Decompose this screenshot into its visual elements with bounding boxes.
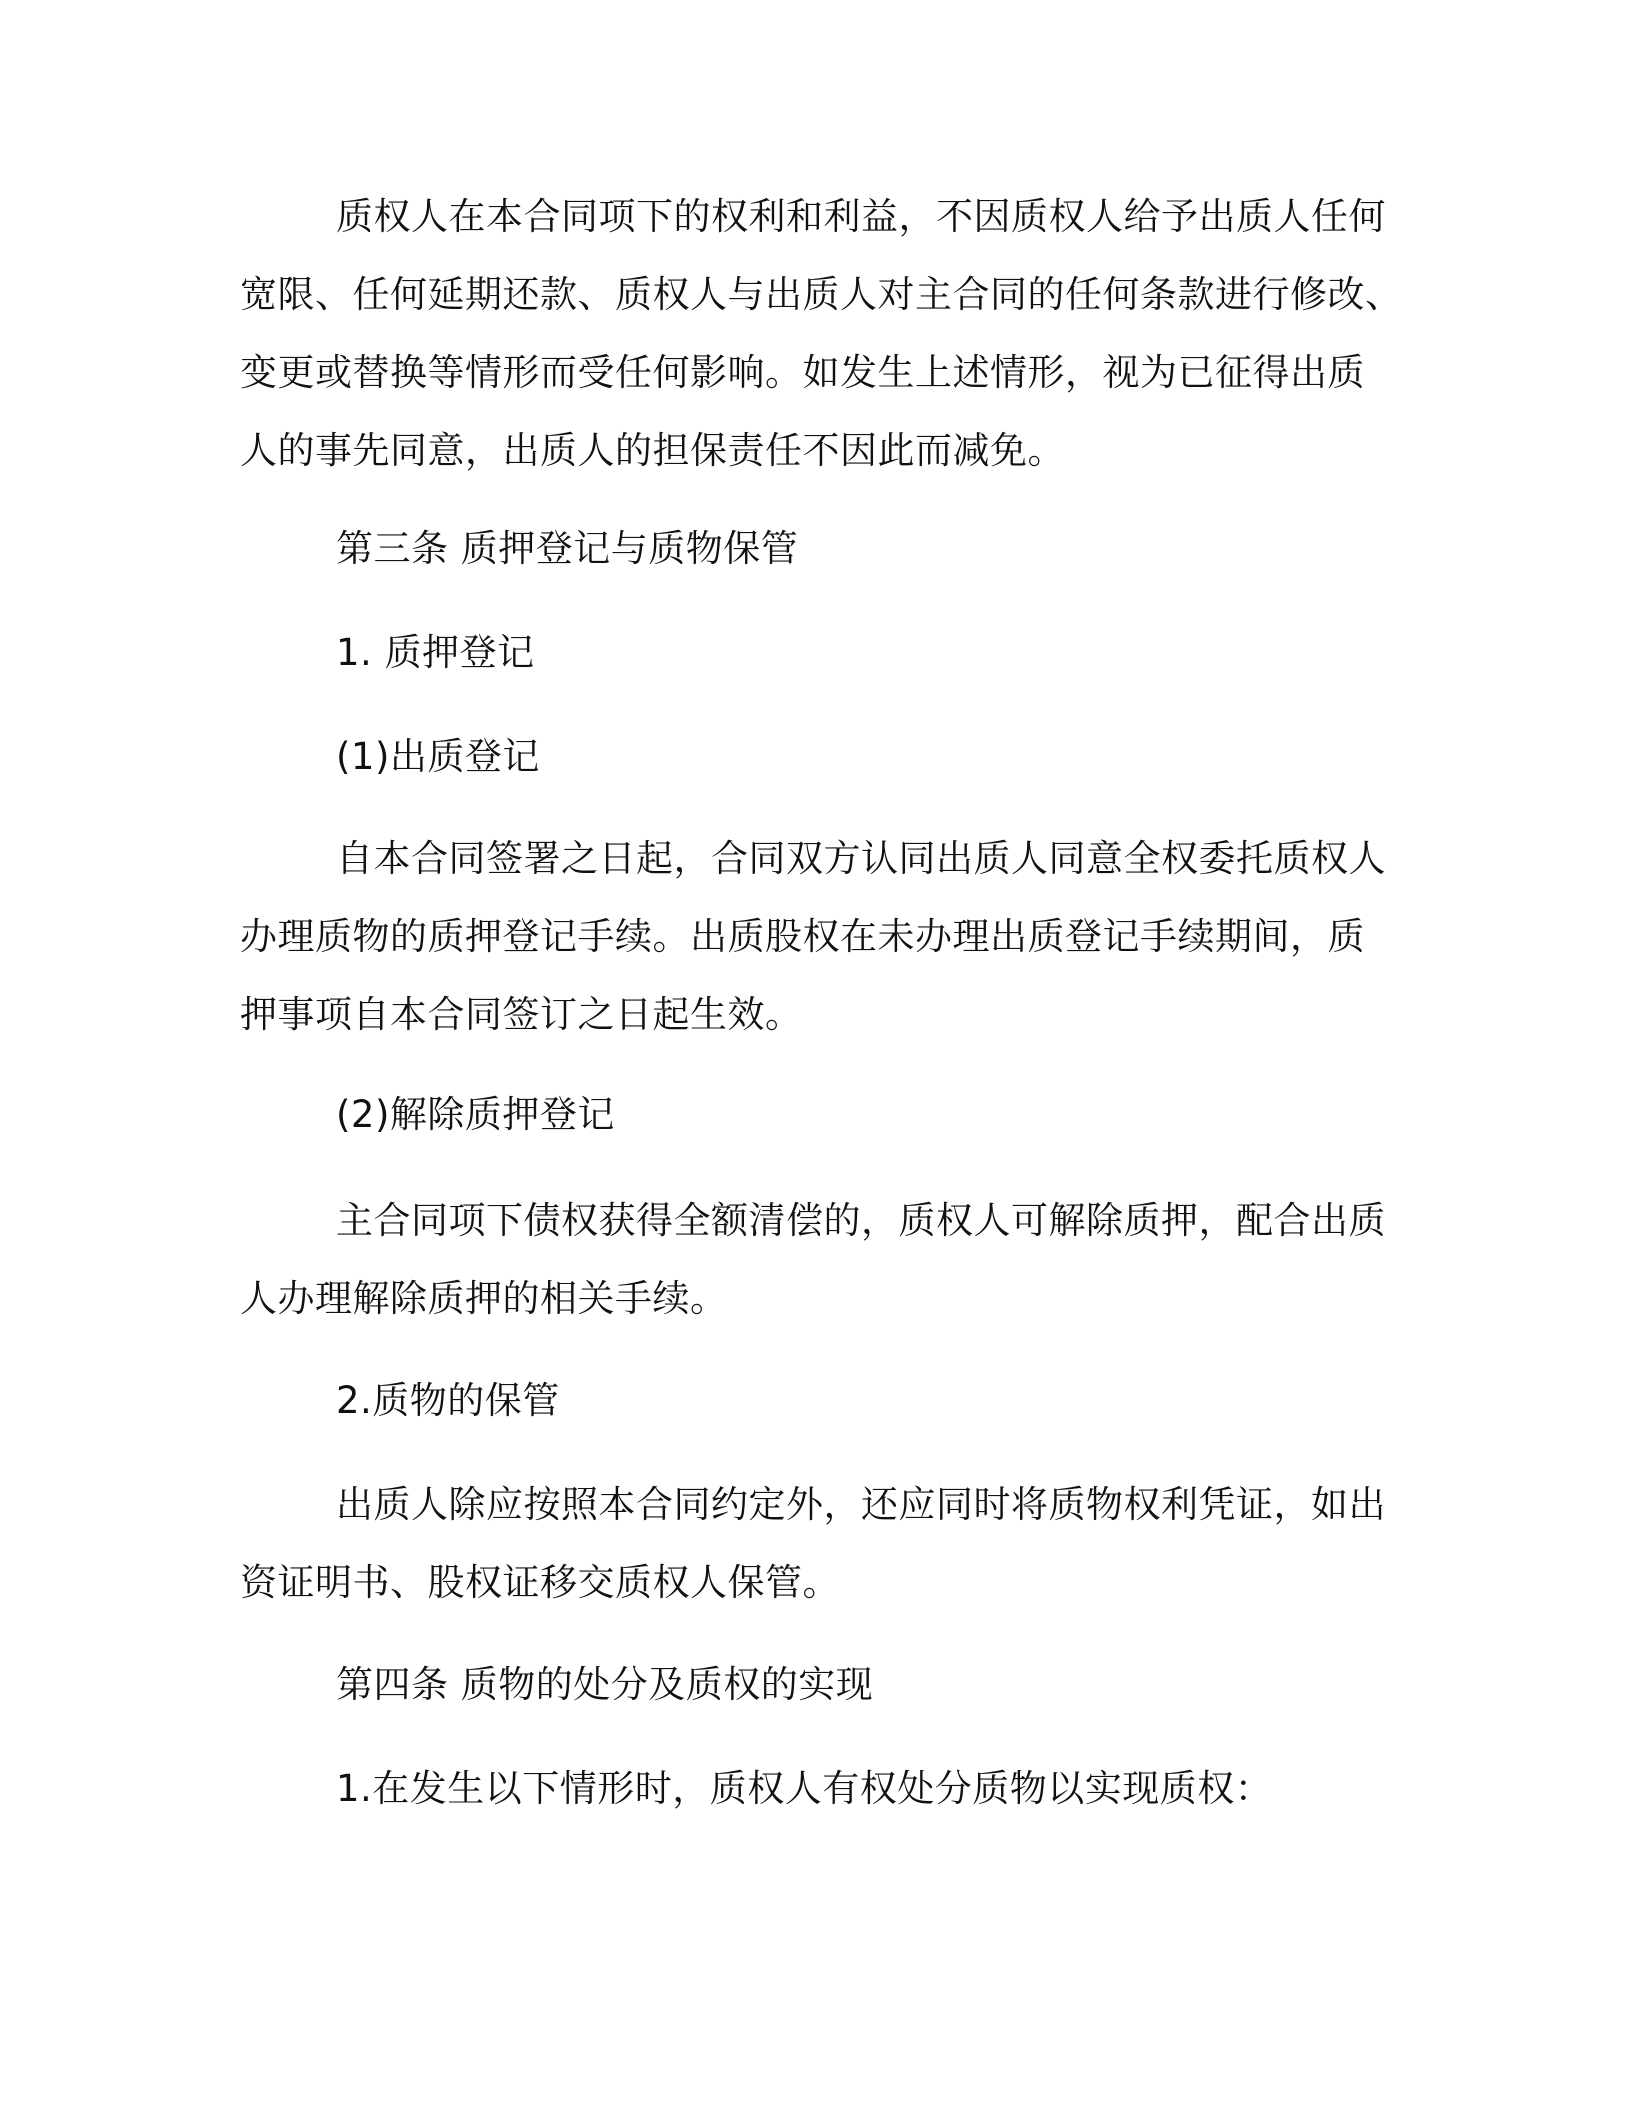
subsection-2-heading xyxy=(240,1076,1380,1154)
subsection-1-heading xyxy=(240,718,1380,796)
paragraph-custody xyxy=(240,1466,1386,1622)
section-2-heading xyxy=(240,1362,1380,1440)
heading-text: (1)出质登记 xyxy=(336,735,540,778)
paragraph-line: 主合同项下债权获得全额清偿的，质权人可解除质押，配合出质 xyxy=(336,1199,1386,1242)
section-1-heading xyxy=(240,614,1380,692)
paragraph-release-pledge xyxy=(240,1182,1386,1338)
heading-text: 第三条 质押登记与质物保管 xyxy=(336,527,799,570)
clause-1 xyxy=(240,1750,1380,1828)
paragraph-pledgee-rights xyxy=(240,178,1403,490)
heading-text: 第四条 质物的处分及质权的实现 xyxy=(336,1663,874,1706)
paragraph-line: 押事项自本合同签订之日起生效。 xyxy=(240,993,803,1036)
paragraph-line: 变更或替换等情形而受任何影响。如发生上述情形，视为已征得出质 xyxy=(240,351,1365,394)
paragraph-line: 出质人除应按照本合同约定外，还应同时将质物权利凭证，如出 xyxy=(336,1483,1386,1526)
clause-text: 1.在发生以下情形时，质权人有权处分质物以实现质权： xyxy=(336,1767,1273,1810)
paragraph-line: 人办理解除质押的相关手续。 xyxy=(240,1277,728,1320)
paragraph-line: 自本合同签署之日起，合同双方认同出质人同意全权委托质权人 xyxy=(336,837,1386,880)
paragraph-line: 资证明书、股权证移交质权人保管。 xyxy=(240,1561,840,1604)
article-3-heading xyxy=(240,510,1380,588)
paragraph-line: 质权人在本合同项下的权利和利益，不因质权人给予出质人任何 xyxy=(336,195,1386,238)
paragraph-pledge-registration xyxy=(240,820,1386,1054)
paragraph-line: 人的事先同意，出质人的担保责任不因此而减免。 xyxy=(240,429,1065,472)
heading-text: (2)解除质押登记 xyxy=(336,1093,615,1136)
heading-text: 2.质物的保管 xyxy=(336,1379,560,1422)
paragraph-line: 宽限、任何延期还款、质权人与出质人对主合同的任何条款进行修改、 xyxy=(240,273,1403,316)
heading-text: 1. 质押登记 xyxy=(336,631,535,674)
paragraph-line: 办理质物的质押登记手续。出质股权在未办理出质登记手续期间，质 xyxy=(240,915,1365,958)
article-4-heading xyxy=(240,1646,1380,1724)
